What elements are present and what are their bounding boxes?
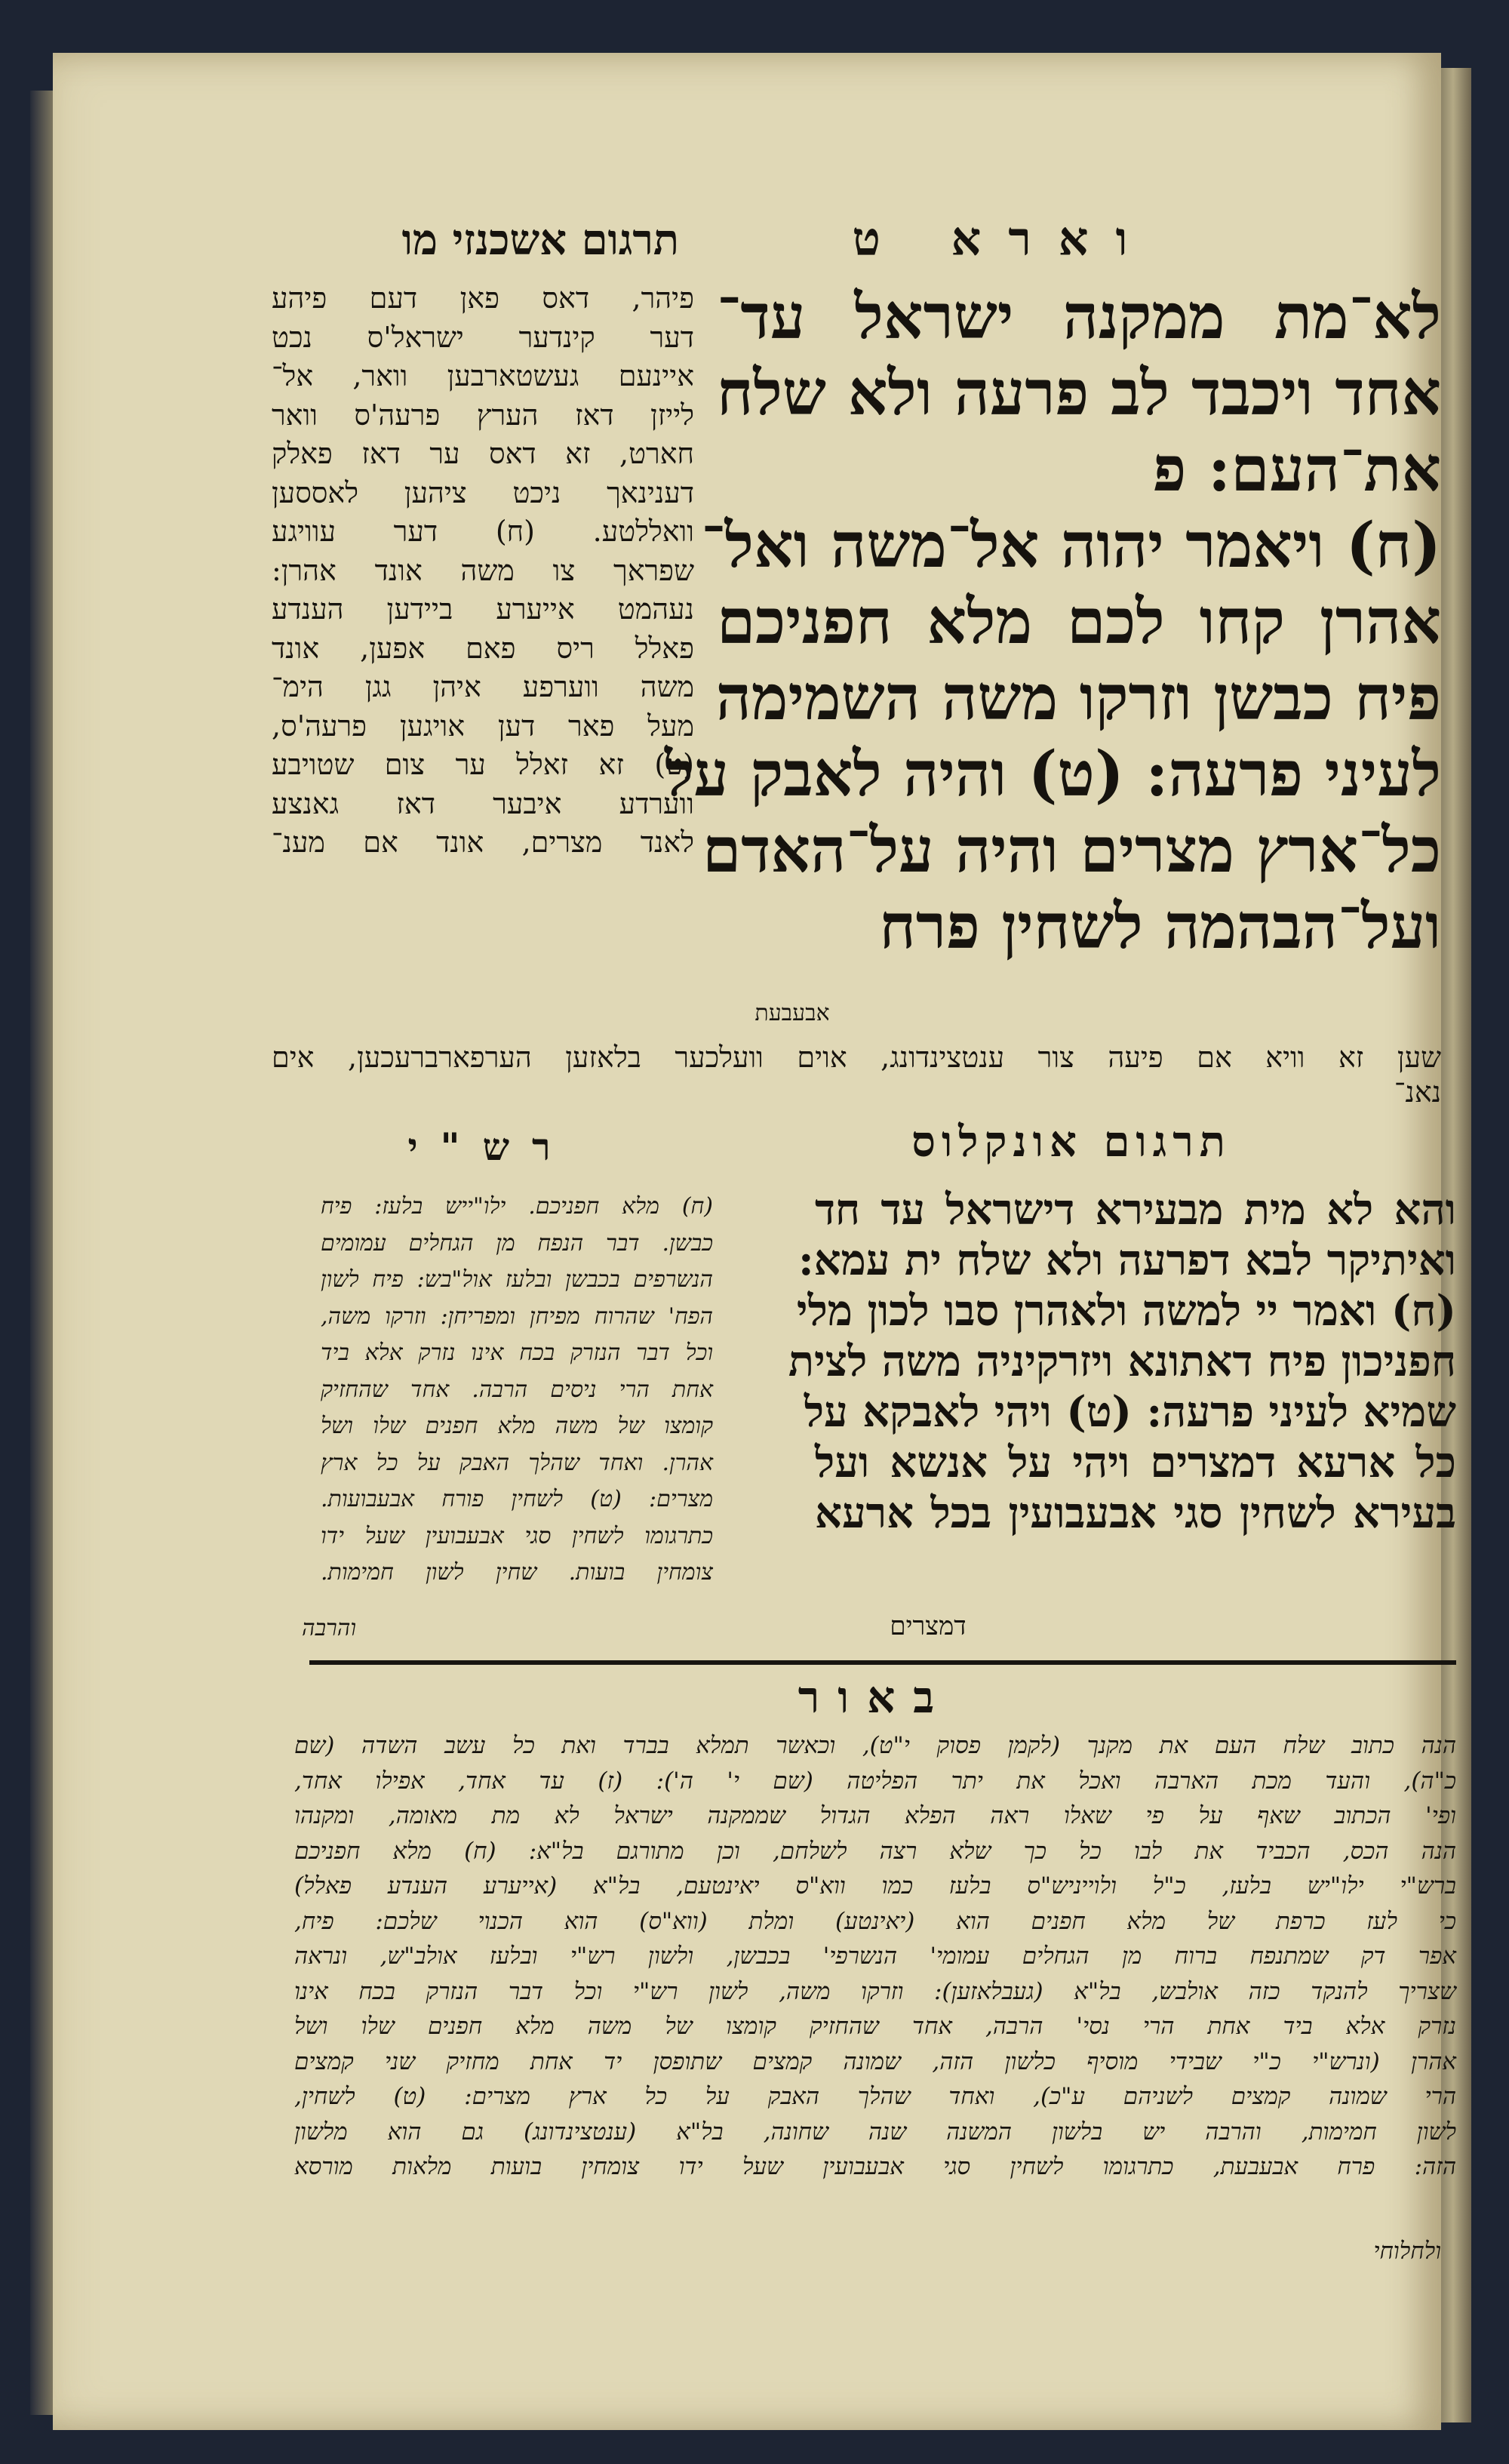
yiddish-line: ווערדע איבער דאז גאנצע xyxy=(272,786,694,820)
biur-line: נזרק אלא ביד אחת הרי נסי' הרבה, אחד שהחזיק קומצו של משה מלא חפנים שלו ושל xyxy=(294,2013,1456,2040)
biur-line: שצריך להנקד כזה אולבש, בל"א (געבלאזען): וזרקו משה, לשון רש"י וכל דבר הנזרק בכח אינו xyxy=(294,1977,1456,2005)
yiddish-continuation-line: שען זא וויא אם פיעה צור ענטצינדונג, אוים וועלכער בלאזען הערפארברעכען, אים xyxy=(272,1041,1441,1074)
rashi-line: כתרגומו לשחין סגי אבעבועין שעל ידו xyxy=(321,1522,713,1549)
onkelos-line: ואיתיקר לבא דפרעה ולא שלח ית עמא: xyxy=(798,1235,1456,1285)
torah-line: לעיני פרעה: (ט) והיה לאבק על xyxy=(664,738,1441,811)
onkelos-line: חפניכון פיח דאתונא ויזרקיניה משה לצית xyxy=(788,1337,1456,1386)
section-divider xyxy=(309,1660,1456,1665)
onkelos-line: והא לא מית מבעירא דישראל עד חד xyxy=(815,1185,1456,1235)
biur-line: כ"ה), והעד מכת הארבה ואכל את יתר הפליטה (שם י' ה'): (ז) עד אחד, אפילו אחד, xyxy=(294,1767,1456,1795)
torah-line: פיח כבשן וזרקו משה השמימה xyxy=(715,662,1441,734)
biur-line: לשון חמימות, והרבה יש בלשון המשנה שנה שחונה, בל"א (ענטצינדונג) גם הוא מלשון xyxy=(294,2118,1456,2146)
onkelos-text xyxy=(788,1185,1456,1539)
yiddish-line: דענינאך ניכט ציהען לאססען xyxy=(272,475,694,509)
torah-text xyxy=(664,279,1441,965)
yiddish-line: משה ווערפע איהן גגן הימ־ xyxy=(272,670,694,703)
biur-line: ופי' הכתוב שאף על פי שאלו ראה הפלא הגדול שממקנה ישראל לא מת מאומה, ומקנהו xyxy=(294,1802,1456,1829)
yiddish-line: נעהמט אייערע ביידען הענדע xyxy=(272,592,694,626)
torah-line: את־העם: פ xyxy=(1152,433,1441,506)
yiddish-line: איינעם געשטארבען וואר, אל־ xyxy=(272,359,694,392)
onkelos-line: שמיא לעיני פרעה: (ט) ויהי לאבקא על xyxy=(804,1387,1456,1437)
onkelos-catchword: דמצרים xyxy=(890,1611,967,1641)
torah-line: אהרן קחו לכם מלא חפניכם xyxy=(717,586,1441,658)
onkelos-line: (ח) ואמר יי למשה ולאהרן סבו לכון מלי xyxy=(796,1286,1456,1336)
yiddish-line: פיהר, דאס פאן דעם פיהע xyxy=(272,281,694,315)
rashi-line: קומצו של משה מלא חפנים שלו ושל xyxy=(321,1413,713,1439)
rashi-line: (ח) מלא חפניכם. ילו"ייש בלעז: פיח xyxy=(321,1193,713,1220)
biur-line: הנה הכס, הכביד את לבו כל כך שלא רצה לשלחם, וכן מתורגם בל"א: (ח) מלא חפניכם xyxy=(294,1837,1456,1865)
biur-catchword: ולחלוחי xyxy=(1373,2238,1441,2265)
targum-ashkenazi-header: תרגום אשכנזי מו xyxy=(401,215,679,265)
yiddish-line: לייזן דאז הערץ פרעה'ס וואר xyxy=(272,398,694,432)
rashi-line: הנשרפים בכבשן ובלעז אול"בש: פיח לשון xyxy=(321,1266,713,1293)
yiddish-line: חארט, זא דאס ער דאז פאלק xyxy=(272,437,694,470)
parsha-header: וארא ט xyxy=(852,211,1155,266)
biur-line: אהרן (ונרש"י כ"י שבידי מוסיף כלשון הזה, שמונה קמצים שתופסן יד אחת מחזיק שני קמצים xyxy=(294,2047,1456,2075)
yiddish-line: דער קינדער ישראל'ס נכט xyxy=(272,320,694,354)
yiddish-line: לאנד מצרים, אונד אם מענ־ xyxy=(272,826,694,859)
biur-line: הרי שמונה קמצים לשניהם ע"כ), ואחד שהלך האבק על כל ארץ מצרים: (ט) לשחין, xyxy=(294,2083,1456,2110)
torah-line: (ח) ויאמר יהוה אל־משה ואל־ xyxy=(701,509,1441,582)
rashi-line: הפח' שהרוח מפיחן ומפריחן: וזרקו משה, xyxy=(321,1303,713,1330)
catchword: אבעבעת xyxy=(754,1000,830,1026)
torah-line: לא־מת ממקנה ישראל עד־ xyxy=(717,281,1441,353)
biur-line: הזה: פרח אבעבעת, כתרגומו לשחין סגי אבעבועין שעל ידו צומחין בועות מלאות מורסא xyxy=(294,2153,1456,2180)
rashi-line: אחת הרי ניסים הרבה. אחד שהחזיק xyxy=(321,1376,713,1403)
rashi-commentary xyxy=(321,1189,713,1592)
biur-line: אפר דק שמתנפח ברוח מן הגחלים עמומי' הנשרפי' בכבשן, ולשון רש"י ובלעז אולב"ש, ונראה xyxy=(294,1943,1456,1970)
onkelos-line: בעירא לשחין סגי אבעבועין בכל ארעא xyxy=(815,1488,1456,1538)
biur-line: ברש"י ילו"יש בלעז, כ"ל ולוייניש"ס בלעז כמו ווא"ס יאינטעם, בל"א (אייערע הענדע פאלל) xyxy=(294,1872,1456,1900)
rashi-line: צומחין בועות. שחין לשון חמימות. xyxy=(321,1559,713,1586)
onkelos-line: כל ארעא דמצרים ויהי על אנשא ועל xyxy=(815,1438,1456,1487)
yiddish-translation xyxy=(272,279,694,863)
biur-commentary xyxy=(294,1728,1456,2185)
rashi-line: אהרן. ואחד שהלך האבק על כל ארץ xyxy=(321,1449,713,1476)
yiddish-last-word: נאנ־ xyxy=(1394,1075,1441,1109)
book-page xyxy=(53,53,1456,2430)
onkelos-header: תרגום אונקלוס xyxy=(911,1117,1231,1167)
yiddish-line: מעל פאר דען אויגען פרעה'ס, xyxy=(272,709,694,743)
biur-header: באור xyxy=(798,1672,953,1723)
torah-line: כל־ארץ מצרים והיה על־האדם xyxy=(702,814,1441,887)
yiddish-line: פאלל ריס פאם אפען, אונד xyxy=(272,631,694,665)
rashi-line: וכל דבר הנזרק בכח אינו נזרק אלא ביד xyxy=(321,1340,713,1366)
torah-line: ועל־הבהמה לשחין פרח xyxy=(879,891,1441,963)
biur-line: הנה כתוב שלח העם את מקנך (לקמן פסוק י"ט), וכאשר תמלא בברד ואת כל עשב השדה (שם xyxy=(294,1732,1456,1759)
yiddish-line: שפראך צו משה אונד אהרן: xyxy=(272,553,694,587)
torah-line: אחד ויכבד לב פרעה ולא שלח xyxy=(717,357,1441,429)
rashi-catchword: והרבה xyxy=(302,1615,357,1641)
rashi-line: כבשן. דבר הנפח מן הגחלים עמומים xyxy=(321,1229,713,1257)
yiddish-continuation xyxy=(272,1038,1441,1077)
yiddish-line: (ט) זא זאלל ער צום שטויבע xyxy=(272,748,694,781)
yiddish-line: וואללטע. (ח) דער עוויגע xyxy=(272,515,694,548)
rashi-header: רש"י xyxy=(407,1124,573,1169)
page-shadow-left xyxy=(30,91,53,2415)
biur-line: כי לעז כרפת של מלא חפנים הוא (יאינטע) ומלת (ווא"ס) הוא הכנוי שלכם: פיח, xyxy=(294,1907,1456,1935)
rashi-line: מצרים: (ט) לשחין פורח אבעבועות. xyxy=(321,1486,713,1512)
